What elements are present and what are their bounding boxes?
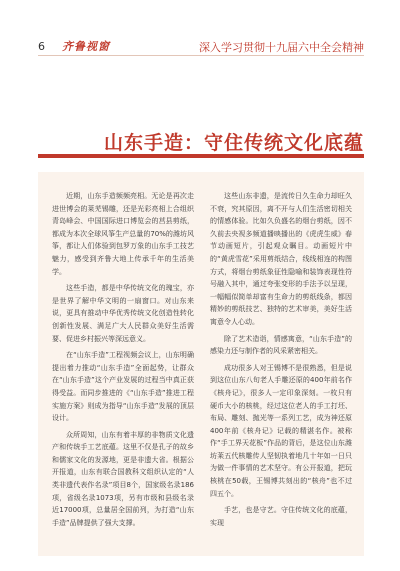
page-header	[0, 0, 400, 60]
article-body	[38, 172, 364, 556]
section-title: 深入学习贯彻十九届六中全会精神	[199, 41, 364, 54]
paragraph: 成功很多人对王锡博不是很熟悉，但是说到这位山东八旬老人手雕还原的400年前名作《核舟记》，很多人一定印象深刻。一枚只有硬币大小的核桃，经过这位老人的手工打坯、布局、雕刻、抛光等一系列工艺，成为神还原400年前《核舟记》记载的精湛名作。被称作“手工界天花板”作品的背后，是这位山东潍坊莱五代核雕传人坚韧执着地几十年如一日只为做一件事情的艺术坚守。有公开报道，把玩核桃在50载，王锡博共刻出的“核舟”也不过四五个。	[210, 363, 352, 498]
paragraph: 手艺，也是守艺。守住传统文化的底蕴，实现	[210, 506, 352, 527]
paragraph: 众所周知，山东有着丰厚的非物质文化遗产和传统手工艺底蕴。这里不仅是孔子的故乡和儒家文化的发源地，更是非遗大省。根据公开报道，山东有联合国教科文组织认定的“人类非遗代表作名录”项目8个，国家级名录186项，省级名录1073项，另有市级和县级名录近17000项，总量居全国前列，为打造“山东手造”品牌提供了强大支撑。	[52, 430, 194, 527]
paragraph: 在“山东手造”工程视频会议上，山东明确提出着力推动“山东手造”全面起势，让群众在“山东手造”这个产业发展的过程当中真正获得受益。而同步推进的《“山东手造”推进工程实施方案》则成为指导“山东手造”发展的顶层设计。	[52, 351, 194, 423]
page-number: 6	[38, 40, 45, 53]
brand-logo: 齐鲁视窗	[62, 40, 110, 53]
left-column	[52, 190, 194, 533]
paragraph: 近期，山东手造频频亮相。无论是再次走进世博会的莱芜锡雕，还是光彩亮相上合组织青岛峰会、中国国际进口博览会的莒县剪纸，都成为本次全球风筝生产总量的70%的潍坊风筝，都让人们体验到包罗万象的山东手工技艺魅力，感受到齐鲁大地上传承千年的生活美学。	[52, 192, 194, 276]
title-underline	[38, 154, 364, 158]
header-divider	[38, 55, 364, 56]
paragraph: 除了艺术造诣，情感寓意，“山东手造”的感染力还与制作者的风采紧密相关。	[210, 334, 352, 356]
right-column	[210, 190, 352, 533]
article-title: 山东手造：守住传统文化底蕴	[103, 132, 364, 154]
paragraph: 这些手造，都是中华传统文化的瑰宝，亦是世界了解中华文明的一扇窗口。对山东来说，更具有推动中华优秀传统文化创造性转化创新性发展、满足广大人民群众美好生活需要、促进乡村振兴等深远意义。	[52, 284, 194, 343]
paragraph: 这些山东非遗，是流传日久生命力却旺久不衰，究其原因，离不开与人们生活密切相关的情感体验。比如久负盛名的烟台剪纸，因不久前去央视多频道播映播出的《虎虎生威》春节动画短片，引起观众瞩目。动画短片中的“黄虎雪花”采用剪纸结合，线线相连的构图方式，将烟台剪纸象征性隐喻和装饰表现性符号融入其中，通过夸张变形的手法予以呈现，一幅幅似简单却富有生命力的剪纸线条，都因精妙的剪纸技艺、独特的艺术审美，美好生活寓意令人心动。	[210, 192, 352, 326]
